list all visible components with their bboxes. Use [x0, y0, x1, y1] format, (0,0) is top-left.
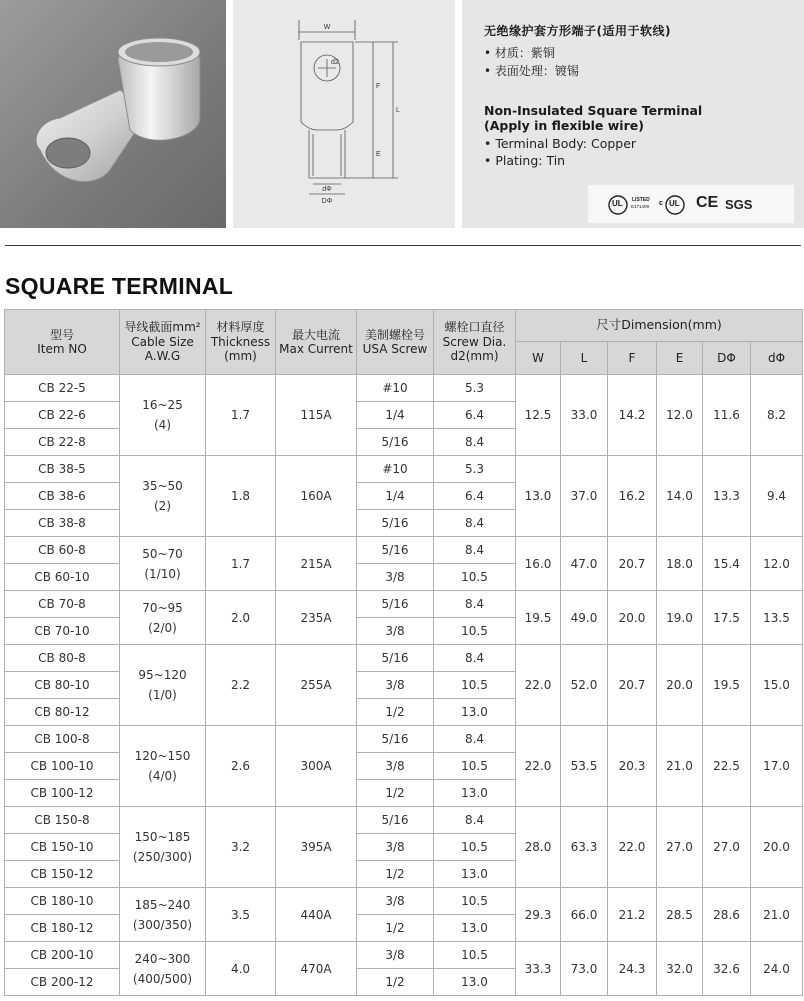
col-header-thickness-en2: (mm)	[224, 349, 257, 364]
cell-max-current: 300A	[276, 726, 357, 807]
ul-logo-text: UL	[612, 199, 623, 208]
cell-dim-w: 22.0	[516, 645, 561, 726]
col-header-current	[276, 310, 357, 375]
cell-dim-ds: 21.0	[751, 888, 803, 942]
cell-dim-w: 16.0	[516, 537, 561, 591]
zh-material-text: 材质：紫铜	[494, 46, 555, 60]
cell-dim-w: 13.0	[516, 456, 561, 537]
cell-dim-dd: 17.5	[703, 591, 751, 645]
cell-dim-dd: 19.5	[703, 645, 751, 726]
col-header-cable	[120, 310, 206, 375]
dim-label-e: E	[376, 151, 381, 158]
cell-thickness: 1.8	[206, 456, 276, 537]
cell-screw-dia: 13.0	[434, 780, 516, 807]
cell-usa-screw: 3/8	[357, 753, 434, 780]
cable-size-awg: (2)	[154, 499, 171, 513]
cable-size-range: 240~300	[134, 951, 191, 966]
cell-dim-ds: 17.0	[751, 726, 803, 807]
cell-cable-size	[120, 456, 206, 537]
zh-surface	[484, 62, 579, 79]
cell-dim-ds: 12.0	[751, 537, 803, 591]
en-plating	[484, 153, 565, 168]
cell-screw-dia: 10.5	[434, 618, 516, 645]
cell-screw-dia: 8.4	[434, 510, 516, 537]
cell-screw-dia: 10.5	[434, 564, 516, 591]
table-row	[5, 645, 803, 672]
col-header-dimension: 尺寸Dimension(mm)	[516, 310, 803, 342]
col-header-thickness-en1: Thickness	[210, 334, 271, 349]
cell-usa-screw: #10	[357, 375, 434, 402]
cable-size-awg: (4/0)	[148, 769, 177, 783]
col-header-cable-en2: A.W.G	[144, 349, 181, 364]
cell-item: CB 38-8	[5, 510, 120, 537]
cell-item: CB 180-12	[5, 915, 120, 942]
cul-logo-text: UL	[669, 199, 680, 208]
cell-thickness: 2.6	[206, 726, 276, 807]
cell-cable-size	[120, 537, 206, 591]
cell-usa-screw: 1/4	[357, 402, 434, 429]
cell-cable-size	[120, 888, 206, 942]
cable-size-range: 70~95	[142, 600, 183, 615]
cell-usa-screw: 3/8	[357, 834, 434, 861]
cell-usa-screw: 1/2	[357, 780, 434, 807]
cell-dim-l: 73.0	[561, 942, 608, 996]
table-row	[5, 888, 803, 915]
cell-item: CB 150-10	[5, 834, 120, 861]
cell-item: CB 200-10	[5, 942, 120, 969]
cell-dim-f: 16.2	[608, 456, 657, 537]
spec-table	[4, 309, 803, 996]
cell-dim-l: 49.0	[561, 591, 608, 645]
cell-dim-e: 28.5	[657, 888, 703, 942]
cell-thickness: 1.7	[206, 537, 276, 591]
sgs-mark: SGS	[725, 197, 753, 212]
cell-item: CB 150-12	[5, 861, 120, 888]
listed-text: LISTED	[632, 197, 650, 203]
cell-item: CB 100-10	[5, 753, 120, 780]
col-header-dia-en1: Screw Dia.	[442, 334, 507, 349]
cell-screw-dia: 10.5	[434, 753, 516, 780]
cell-dim-e: 27.0	[657, 807, 703, 888]
cell-cable-size	[120, 807, 206, 888]
cell-screw-dia: 5.3	[434, 375, 516, 402]
cell-thickness: 1.7	[206, 375, 276, 456]
en-body-text: Terminal Body: Copper	[495, 136, 637, 151]
col-header-item	[5, 310, 120, 375]
cell-dim-ds: 8.2	[751, 375, 803, 456]
cell-cable-size	[120, 645, 206, 726]
cell-dim-l: 37.0	[561, 456, 608, 537]
cell-dim-w: 22.0	[516, 726, 561, 807]
cell-screw-dia: 5.3	[434, 456, 516, 483]
cell-dim-dd: 28.6	[703, 888, 751, 942]
cell-dim-ds: 13.5	[751, 591, 803, 645]
table-row	[5, 456, 803, 483]
cell-thickness: 2.2	[206, 645, 276, 726]
col-header-e: E	[657, 342, 703, 375]
cell-screw-dia: 8.4	[434, 726, 516, 753]
cell-dim-dd: 27.0	[703, 807, 751, 888]
cell-dim-f: 22.0	[608, 807, 657, 888]
col-header-screw-zh: 美制螺栓号	[364, 327, 425, 342]
zh-surface-text: 表面处理：镀锡	[494, 64, 579, 78]
cable-size-range: 150~185	[134, 830, 191, 844]
cell-dim-dd: 13.3	[703, 456, 751, 537]
cable-size-awg: (300/350)	[132, 917, 193, 932]
cell-usa-screw: 1/2	[357, 915, 434, 942]
cell-thickness: 3.5	[206, 888, 276, 942]
cell-dim-l: 66.0	[561, 888, 608, 942]
cell-screw-dia: 8.4	[434, 645, 516, 672]
cell-dim-f: 24.3	[608, 942, 657, 996]
cell-screw-dia: 8.4	[434, 591, 516, 618]
cell-dim-f: 20.7	[608, 537, 657, 591]
listed-number: E471409	[631, 204, 650, 209]
col-header-cable-en1: Cable Size	[131, 334, 194, 349]
cell-max-current: 160A	[276, 456, 357, 537]
ce-mark: CE	[696, 194, 719, 211]
cell-screw-dia: 6.4	[434, 402, 516, 429]
col-header-thickness-zh: 材料厚度	[216, 320, 265, 335]
cell-dim-e: 20.0	[657, 645, 703, 726]
table-row	[5, 726, 803, 753]
product-photo	[0, 0, 226, 228]
cell-screw-dia: 13.0	[434, 699, 516, 726]
cell-usa-screw: 5/16	[357, 726, 434, 753]
cell-usa-screw: 1/2	[357, 861, 434, 888]
bullet: •	[484, 153, 492, 168]
cell-screw-dia: 8.4	[434, 429, 516, 456]
cell-dim-f: 21.2	[608, 888, 657, 942]
cell-max-current: 255A	[276, 645, 357, 726]
cell-item: CB 70-8	[5, 591, 120, 618]
cell-usa-screw: 1/4	[357, 483, 434, 510]
table-row	[5, 537, 803, 564]
cell-dim-e: 14.0	[657, 456, 703, 537]
cell-dim-ds: 15.0	[751, 645, 803, 726]
cell-item: CB 70-10	[5, 618, 120, 645]
cable-size-range: 185~240	[134, 897, 191, 912]
cable-size-range: 50~70	[142, 546, 183, 561]
cell-dim-ds: 9.4	[751, 456, 803, 537]
cell-dim-dd: 32.6	[703, 942, 751, 996]
cell-max-current: 395A	[276, 807, 357, 888]
en-plating-text: Plating: Tin	[495, 153, 566, 168]
dim-label-d-big: DΦ	[321, 198, 333, 205]
cell-usa-screw: 5/16	[357, 645, 434, 672]
col-header-current-en: Max Current	[279, 342, 353, 356]
cell-item: CB 38-6	[5, 483, 120, 510]
cable-size-awg: (250/300)	[132, 850, 193, 864]
cell-cable-size	[120, 375, 206, 456]
cell-dim-ds: 20.0	[751, 807, 803, 888]
bullet: •	[484, 64, 492, 78]
cell-dim-w: 29.3	[516, 888, 561, 942]
en-title	[484, 103, 702, 133]
cell-max-current: 215A	[276, 537, 357, 591]
col-header-screw-dia	[434, 310, 516, 375]
cell-screw-dia: 10.5	[434, 834, 516, 861]
cell-dim-f: 14.2	[608, 375, 657, 456]
cell-dim-ds: 24.0	[751, 942, 803, 996]
dim-label-l: L	[396, 107, 400, 114]
col-header-ds: dΦ	[751, 342, 803, 375]
cell-item: CB 80-8	[5, 645, 120, 672]
cable-size-awg: (4)	[154, 418, 171, 432]
cell-usa-screw: 3/8	[357, 942, 434, 969]
cell-dim-w: 19.5	[516, 591, 561, 645]
cell-usa-screw: 5/16	[357, 429, 434, 456]
cell-screw-dia: 10.5	[434, 672, 516, 699]
cable-size-range: 95~120	[138, 668, 187, 682]
divider	[5, 245, 801, 246]
cell-dim-l: 53.5	[561, 726, 608, 807]
cell-dim-l: 33.0	[561, 375, 608, 456]
certification-bar	[588, 185, 794, 223]
cell-usa-screw: 5/16	[357, 591, 434, 618]
cable-size-awg: (2/0)	[148, 620, 177, 635]
cell-dim-f: 20.7	[608, 645, 657, 726]
cul-c-text: c	[659, 200, 663, 207]
cell-usa-screw: 5/16	[357, 807, 434, 834]
cell-thickness: 2.0	[206, 591, 276, 645]
cell-cable-size	[120, 726, 206, 807]
cell-item: CB 22-6	[5, 402, 120, 429]
table-row	[5, 375, 803, 402]
cell-screw-dia: 10.5	[434, 888, 516, 915]
cell-usa-screw: 3/8	[357, 618, 434, 645]
cell-item: CB 80-12	[5, 699, 120, 726]
cell-dim-dd: 15.4	[703, 537, 751, 591]
bullet: •	[484, 136, 492, 151]
cell-dim-f: 20.0	[608, 591, 657, 645]
cable-size-awg: (400/500)	[132, 971, 193, 986]
cell-dim-e: 12.0	[657, 375, 703, 456]
col-header-thickness	[206, 310, 276, 375]
cell-max-current: 115A	[276, 375, 357, 456]
cell-thickness: 4.0	[206, 942, 276, 996]
cell-dim-l: 63.3	[561, 807, 608, 888]
cell-dim-dd: 22.5	[703, 726, 751, 807]
cell-item: CB 100-8	[5, 726, 120, 753]
col-header-cable-zh: 导线截面mm²	[124, 320, 201, 335]
cable-size-range: 35~50	[142, 479, 183, 493]
zh-title: 无绝缘护套方形端子(适用于软线)	[484, 24, 671, 38]
cell-dim-f: 20.3	[608, 726, 657, 807]
cell-dim-l: 52.0	[561, 645, 608, 726]
col-header-dd: DΦ	[703, 342, 751, 375]
cell-cable-size	[120, 591, 206, 645]
cell-screw-dia: 13.0	[434, 969, 516, 996]
cell-item: CB 150-8	[5, 807, 120, 834]
cell-dim-w: 28.0	[516, 807, 561, 888]
cell-max-current: 235A	[276, 591, 357, 645]
dim-label-f: F	[376, 83, 381, 90]
cell-usa-screw: 1/2	[357, 699, 434, 726]
product-info-panel	[462, 0, 804, 228]
en-title-line-2: (Apply in flexible wire)	[484, 118, 644, 133]
spec-table-body	[5, 375, 803, 996]
cell-dim-w: 33.3	[516, 942, 561, 996]
cell-item: CB 60-10	[5, 564, 120, 591]
col-header-w: W	[516, 342, 561, 375]
cell-item: CB 180-10	[5, 888, 120, 915]
col-header-item-zh: 型号	[49, 327, 74, 342]
zh-material	[484, 44, 555, 61]
cell-screw-dia: 6.4	[434, 483, 516, 510]
col-header-current-zh: 最大电流	[291, 327, 340, 342]
cell-usa-screw: 3/8	[357, 888, 434, 915]
col-header-l: L	[561, 342, 608, 375]
cable-size-range: 120~150	[134, 749, 191, 763]
cell-dim-l: 47.0	[561, 537, 608, 591]
col-header-dia-zh: 螺栓口直径	[444, 320, 505, 335]
cell-usa-screw: 5/16	[357, 510, 434, 537]
en-body	[484, 136, 636, 151]
cell-usa-screw: 5/16	[357, 537, 434, 564]
cable-size-awg: (1/0)	[148, 688, 177, 702]
cell-usa-screw: 1/2	[357, 969, 434, 996]
dim-label-d-small: dΦ	[322, 186, 332, 193]
cell-dim-e: 19.0	[657, 591, 703, 645]
cell-max-current: 440A	[276, 888, 357, 942]
cell-usa-screw: 3/8	[357, 672, 434, 699]
bullet: •	[484, 46, 492, 60]
cell-screw-dia: 10.5	[434, 942, 516, 969]
cell-dim-e: 32.0	[657, 942, 703, 996]
cell-dim-e: 18.0	[657, 537, 703, 591]
dim-label-w: W	[323, 24, 331, 31]
technical-drawing	[233, 0, 455, 228]
col-header-f: F	[608, 342, 657, 375]
cell-dim-w: 12.5	[516, 375, 561, 456]
cell-screw-dia: 8.4	[434, 807, 516, 834]
terminal-photo-image	[0, 0, 226, 228]
cell-max-current: 470A	[276, 942, 357, 996]
cell-cable-size	[120, 942, 206, 996]
en-title-line-1: Non-Insulated Square Terminal	[484, 103, 703, 118]
dim-label-d2: d2	[331, 59, 339, 66]
col-header-dia-en2: d2(mm)	[450, 349, 499, 364]
cell-screw-dia: 8.4	[434, 537, 516, 564]
cell-dim-e: 21.0	[657, 726, 703, 807]
cell-thickness: 3.2	[206, 807, 276, 888]
cell-screw-dia: 13.0	[434, 915, 516, 942]
cell-item: CB 60-8	[5, 537, 120, 564]
page-title: SQUARE TERMINAL	[5, 273, 234, 299]
dimension-drawing-svg	[233, 0, 455, 228]
cell-screw-dia: 13.0	[434, 861, 516, 888]
table-row	[5, 942, 803, 969]
cable-size-awg: (1/10)	[144, 566, 181, 581]
cable-size-range: 16~25	[142, 398, 183, 412]
cell-dim-dd: 11.6	[703, 375, 751, 456]
cell-usa-screw: 3/8	[357, 564, 434, 591]
cell-item: CB 38-5	[5, 456, 120, 483]
col-header-item-en: Item NO	[37, 342, 87, 356]
cell-usa-screw: #10	[357, 456, 434, 483]
col-header-screw	[357, 310, 434, 375]
cell-item: CB 22-5	[5, 375, 120, 402]
col-header-screw-en: USA Screw	[362, 342, 428, 356]
cell-item: CB 80-10	[5, 672, 120, 699]
cell-item: CB 100-12	[5, 780, 120, 807]
table-row	[5, 807, 803, 834]
table-row	[5, 591, 803, 618]
cell-item: CB 22-8	[5, 429, 120, 456]
cell-item: CB 200-12	[5, 969, 120, 996]
